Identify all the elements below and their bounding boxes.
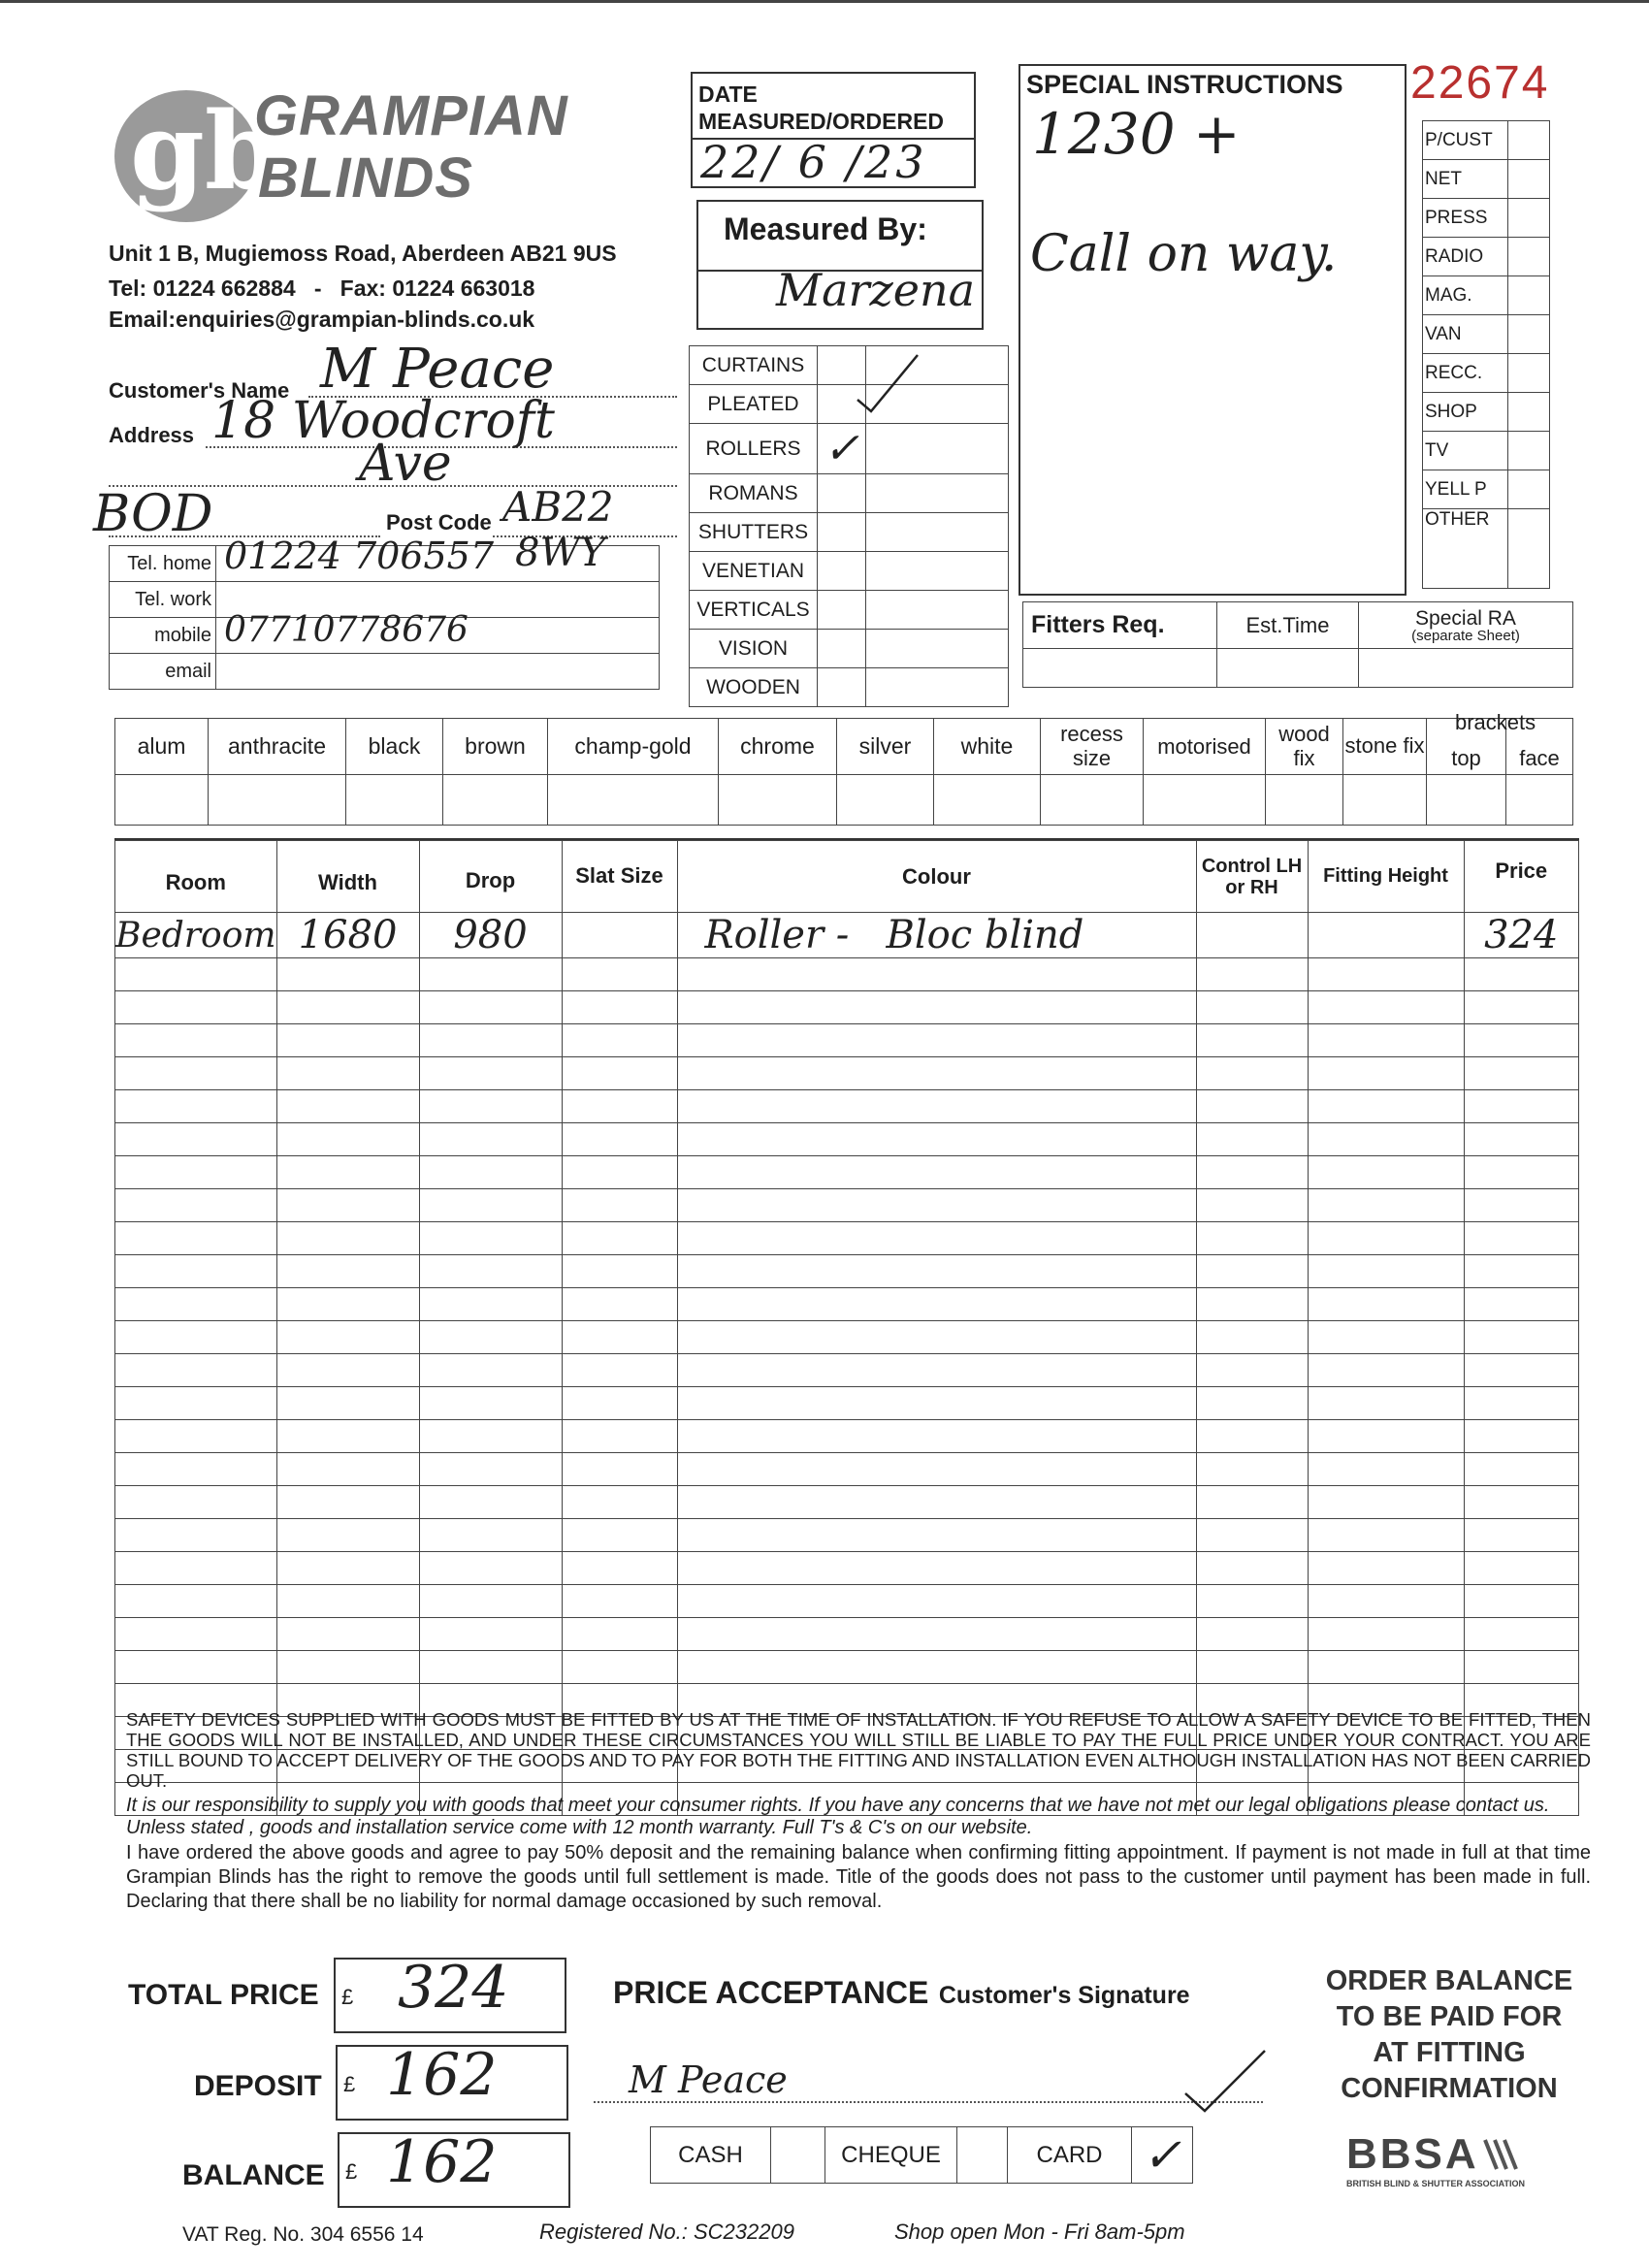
- company-phone-fax: Tel: 01224 662884 - Fax: 01224 663018: [109, 275, 535, 301]
- blind-type-verticals-mark[interactable]: [818, 591, 866, 630]
- blind-type-venetian-mark[interactable]: [818, 552, 866, 591]
- option-alum-value[interactable]: [115, 775, 209, 826]
- date-label-2: MEASURED/ORDERED: [698, 109, 945, 134]
- company-name-line1: GRAMPIAN: [254, 84, 568, 147]
- bbsa-logo: [1346, 2130, 1579, 2188]
- customer-name-label: Customer's Name: [109, 378, 290, 403]
- price-acceptance-title: PRICE ACCEPTANCE: [613, 1975, 929, 2010]
- blind-type-vision-mark[interactable]: [818, 630, 866, 668]
- payment-cash[interactable]: CASH: [651, 2127, 771, 2184]
- blind-type-rollers-mark[interactable]: ✓: [818, 424, 866, 474]
- vat-number: VAT Reg. No. 304 6556 14: [182, 2223, 424, 2246]
- company-email: Email:enquiries@grampian-blinds.co.uk: [109, 307, 535, 332]
- balance-value[interactable]: 162: [386, 2128, 498, 2196]
- top-rule: [0, 0, 1649, 3]
- col-fitting-height: Fitting Height: [1308, 841, 1464, 913]
- mobile-label: mobile: [110, 618, 216, 654]
- blind-type-venetian: VENETIAN: [690, 552, 818, 591]
- order-row[interactable]: [115, 1156, 1579, 1189]
- special-ra-value[interactable]: [1359, 649, 1573, 688]
- option-recess-size-value[interactable]: [1041, 775, 1144, 826]
- order-row[interactable]: [115, 1222, 1579, 1255]
- source-shop-mark[interactable]: [1508, 393, 1550, 432]
- signature-line: [594, 2101, 1263, 2103]
- company-address: Unit 1 B, Mugiemoss Road, Aberdeen AB21 9US: [109, 241, 617, 266]
- tel-home-label: Tel. home: [110, 546, 216, 582]
- blind-type-pleated: PLEATED: [690, 385, 818, 424]
- payment-cheque[interactable]: CHEQUE: [825, 2127, 957, 2184]
- order-balance-line1: ORDER BALANCE: [1325, 1965, 1573, 1996]
- terms-normal: I have ordered the above goods and agree to pay 50% deposit and the remaining balance when confirming fitting appointment. If payment is not made in full at that time Grampian Blinds has the right to remove the goods until full settlement is made. Title of the goods does not pass to the customer until payment has been made in full. Declaring that there shall be no liability for normal damage occasioned by such removal.: [126, 1842, 1591, 1912]
- order-balance-line2: TO BE PAID FOR: [1336, 2001, 1563, 2032]
- order-row[interactable]: [115, 1651, 1579, 1684]
- source-recc: RECC.: [1423, 354, 1508, 393]
- order-row[interactable]: [115, 1024, 1579, 1057]
- source-radio-mark[interactable]: [1508, 238, 1550, 276]
- special-instructions-line1[interactable]: 1230 +: [1032, 101, 1241, 167]
- special-ra-label: Special RA: [1415, 606, 1516, 630]
- blind-type-wooden: WOODEN: [690, 668, 818, 707]
- order-number: 22674: [1410, 57, 1550, 109]
- registered-number: Registered No.: SC232209: [539, 2219, 794, 2244]
- measured-by-label: Measured By:: [724, 211, 927, 246]
- blind-type-wooden-mark[interactable]: [818, 668, 866, 707]
- address-label: Address: [109, 423, 195, 447]
- source-tv-mark[interactable]: [1508, 432, 1550, 470]
- date-value[interactable]: 22/ 6 /23: [700, 136, 927, 188]
- blind-type-verticals-extra[interactable]: [866, 591, 1009, 630]
- source-van-mark[interactable]: [1508, 315, 1550, 354]
- total-currency: £: [341, 1985, 354, 2009]
- blind-type-wooden-extra[interactable]: [866, 668, 1009, 707]
- contact-table: [109, 531, 660, 690]
- order-row[interactable]: [115, 1123, 1579, 1156]
- balance-label: BALANCE: [182, 2159, 325, 2191]
- option-anthracite: anthracite: [209, 719, 346, 775]
- source-net-mark[interactable]: [1508, 160, 1550, 199]
- pleated-tick-icon: [854, 351, 922, 413]
- col-width: Width: [276, 841, 419, 913]
- source-mag: MAG.: [1423, 276, 1508, 315]
- source-recc-mark[interactable]: [1508, 354, 1550, 393]
- option-brown-value[interactable]: [443, 775, 548, 826]
- fitters-req-value[interactable]: [1023, 649, 1217, 688]
- logo-mark: [109, 83, 279, 229]
- col-price: Price: [1464, 841, 1579, 913]
- blind-type-rollers-extra[interactable]: [866, 424, 1009, 474]
- source-yellp-mark[interactable]: [1508, 470, 1550, 509]
- option-wood-fix: wood fix: [1266, 719, 1343, 775]
- option-silver-value[interactable]: [837, 775, 934, 826]
- special-instructions-line2[interactable]: Call on way.: [1030, 225, 1338, 283]
- option-champ-gold-value[interactable]: [548, 775, 719, 826]
- special-ra-cell: [1359, 602, 1573, 649]
- signature-tick-icon: [1181, 2047, 1269, 2115]
- option-wood-fix-value[interactable]: [1266, 775, 1343, 826]
- blind-type-venetian-extra[interactable]: [866, 552, 1009, 591]
- email-field[interactable]: [216, 654, 660, 690]
- source-other-mark[interactable]: [1508, 509, 1550, 589]
- order-row[interactable]: [115, 1585, 1579, 1618]
- source-list-table: [1422, 120, 1550, 589]
- order-balance-notice: [1284, 1963, 1614, 2107]
- option-motorised: motorised: [1144, 719, 1266, 775]
- fitters-table: [1022, 601, 1573, 688]
- col-control: Control LH or RH: [1196, 841, 1308, 913]
- mobile-value: 07710778676: [224, 610, 469, 650]
- source-press-mark[interactable]: [1508, 199, 1550, 238]
- deposit-label: DEPOSIT: [194, 2070, 322, 2102]
- order-row[interactable]: [115, 1387, 1579, 1420]
- source-yellp: YELL P: [1423, 470, 1508, 509]
- order-row[interactable]: [115, 1288, 1579, 1321]
- col-slat-size: Slat Size: [562, 841, 677, 913]
- payment-cash-box[interactable]: [771, 2127, 825, 2184]
- option-black: black: [346, 719, 443, 775]
- address-value-line3[interactable]: BOD: [93, 485, 213, 543]
- order-row[interactable]: [115, 958, 1579, 991]
- blind-type-rollers: ROLLERS: [690, 424, 818, 474]
- order-row[interactable]: [115, 1519, 1579, 1552]
- option-stone-fix: stone fix: [1343, 719, 1427, 775]
- fitters-req-label: Fitters Req.: [1023, 602, 1217, 649]
- col-room: Room: [115, 841, 277, 913]
- order-row[interactable]: [115, 1321, 1579, 1354]
- source-radio: RADIO: [1423, 238, 1508, 276]
- deposit-currency: £: [343, 2072, 356, 2096]
- terms-italic: It is our responsibility to supply you with goods that meet your consumer rights. If you have any concerns that we have not met our legal obligations please contact us. Unless stated , goods and installation service come with 12 month warranty. Full T's & C's on our website.: [126, 1795, 1550, 1838]
- option-stone-fix-value[interactable]: [1343, 775, 1427, 826]
- order-row[interactable]: [115, 1453, 1579, 1486]
- col-colour: Colour: [677, 841, 1196, 913]
- payment-cheque-box[interactable]: [957, 2127, 1008, 2184]
- order-balance-line3: AT FITTING: [1373, 2037, 1526, 2068]
- total-price-value[interactable]: 324: [398, 1954, 509, 2022]
- payment-card-mark[interactable]: ✓: [1132, 2127, 1193, 2184]
- order-row[interactable]: [115, 991, 1579, 1024]
- source-other: OTHER: [1423, 509, 1508, 589]
- col-drop: Drop: [419, 841, 562, 913]
- blind-type-verticals: VERTICALS: [690, 591, 818, 630]
- source-pcust-mark[interactable]: [1508, 121, 1550, 160]
- option-chrome-value[interactable]: [719, 775, 837, 826]
- row1-price[interactable]: 324: [1464, 913, 1579, 958]
- option-brackets-label: brackets: [1455, 710, 1536, 734]
- option-black-value[interactable]: [346, 775, 443, 826]
- order-row[interactable]: [115, 1618, 1579, 1651]
- payment-card[interactable]: CARD: [1008, 2127, 1132, 2184]
- option-champ-gold: champ-gold: [548, 719, 719, 775]
- price-acceptance-sub: Customer's Signature: [938, 1982, 1190, 2009]
- source-net: NET: [1423, 160, 1508, 199]
- source-mag-mark[interactable]: [1508, 276, 1550, 315]
- tel-work-label: Tel. work: [110, 582, 216, 618]
- balance-currency: £: [345, 2159, 358, 2184]
- blind-type-shutters-mark[interactable]: [818, 513, 866, 552]
- option-white-value[interactable]: [934, 775, 1041, 826]
- postcode-label: Post Code: [386, 510, 492, 535]
- row1-slat-size[interactable]: [562, 913, 677, 958]
- blind-type-romans-extra[interactable]: [866, 474, 1009, 513]
- row1-drop[interactable]: 980: [419, 913, 562, 958]
- option-motorised-value[interactable]: [1144, 775, 1266, 826]
- order-row[interactable]: [115, 1057, 1579, 1090]
- option-recess-size: recess size: [1041, 719, 1144, 775]
- option-anthracite-value[interactable]: [209, 775, 346, 826]
- blind-types-table: [689, 345, 1009, 707]
- row1-colour[interactable]: Roller - Bloc blind: [677, 913, 1196, 958]
- total-price-label: TOTAL PRICE: [128, 1979, 319, 2011]
- row1-room[interactable]: Bedroom: [115, 913, 277, 958]
- bbsa-stripes-icon: [1483, 2138, 1522, 2171]
- address-value-line1[interactable]: 18 Woodcroft: [211, 392, 555, 450]
- order-row[interactable]: [115, 1420, 1579, 1453]
- source-pcust: P/CUST: [1423, 121, 1508, 160]
- option-bracket-face-value[interactable]: [1506, 775, 1573, 826]
- option-alum: alum: [115, 719, 209, 775]
- price-acceptance-label: [613, 1975, 1190, 2011]
- email-label: email: [110, 654, 216, 690]
- date-label-1: DATE: [698, 81, 758, 107]
- logo-monogram: gb: [130, 88, 279, 213]
- customer-name-value[interactable]: M Peace: [320, 338, 555, 401]
- row1-fitting-height[interactable]: [1308, 913, 1464, 958]
- est-time-label: Est.Time: [1217, 602, 1359, 649]
- row1-width[interactable]: 1680: [276, 913, 419, 958]
- option-white: white: [934, 719, 1041, 775]
- order-row[interactable]: [115, 1090, 1579, 1123]
- blind-type-romans-mark[interactable]: [818, 474, 866, 513]
- deposit-value[interactable]: 162: [386, 2041, 498, 2109]
- shop-hours: Shop open Mon - Fri 8am-5pm: [894, 2219, 1185, 2244]
- order-row[interactable]: [115, 1255, 1579, 1288]
- customer-signature[interactable]: M Peace: [629, 2058, 788, 2101]
- option-bracket-top: top: [1427, 719, 1506, 775]
- blind-type-vision: VISION: [690, 630, 818, 668]
- company-name-line2: BLINDS: [258, 146, 473, 210]
- option-chrome: chrome: [719, 719, 837, 775]
- special-instructions-label: SPECIAL INSTRUCTIONS: [1026, 70, 1343, 99]
- bbsa-subtext: BRITISH BLIND & SHUTTER ASSOCIATION: [1346, 2179, 1525, 2188]
- postcode-value[interactable]: AB22: [502, 483, 614, 531]
- mobile-field[interactable]: [216, 610, 660, 654]
- blind-type-vision-extra[interactable]: [866, 630, 1009, 668]
- measured-by-value[interactable]: Marzena: [776, 264, 976, 316]
- source-press: PRESS: [1423, 199, 1508, 238]
- blind-type-curtains: CURTAINS: [690, 346, 818, 385]
- source-tv: TV: [1423, 432, 1508, 470]
- option-bracket-top-value[interactable]: [1427, 775, 1506, 826]
- order-row[interactable]: [115, 1354, 1579, 1387]
- payment-table: [650, 2126, 1193, 2184]
- address-value-line2[interactable]: Ave: [359, 435, 452, 493]
- row1-control[interactable]: [1196, 913, 1308, 958]
- tel-home-field[interactable]: [216, 531, 660, 582]
- option-silver: silver: [837, 719, 934, 775]
- bbsa-logo-text: BBSA: [1346, 2130, 1479, 2178]
- order-row[interactable]: [115, 1189, 1579, 1222]
- terms-caps: SAFETY DEVICES SUPPLIED WITH GOODS MUST BE FITTED BY US AT THE TIME OF INSTALLATION. IF YOU REFUSE TO ALLOW A SAFETY DEVICE TO BE FITTED, THEN THE GOODS WILL NOT BE INSTALLED, AND UNDER THESE CIRCUMSTANCES YOU WILL STILL BE LIABLE TO PAY THE FULL PRICE UNDER YOUR CONTRACT. YOU ARE STILL BOUND TO ACCEPT DELIVERY OF THE GOODS AND TO PAY FOR BOTH THE FITTING AND INSTALLATION EVEN ALTHOUGH INSTALLATION HAS NOT BEEN CARRIED OUT.: [126, 1709, 1591, 1791]
- order-balance-line4: CONFIRMATION: [1341, 2073, 1558, 2104]
- blind-type-romans: ROMANS: [690, 474, 818, 513]
- order-row[interactable]: [115, 1552, 1579, 1585]
- postcode-suffix: 8WY: [515, 531, 605, 575]
- option-bracket-face: face: [1506, 719, 1573, 775]
- blind-type-shutters-extra[interactable]: [866, 513, 1009, 552]
- company-logo: [109, 83, 279, 229]
- source-shop: SHOP: [1423, 393, 1508, 432]
- order-row[interactable]: [115, 1486, 1579, 1519]
- tel-home-value: 01224 706557: [224, 535, 495, 577]
- order-table: [114, 840, 1579, 1816]
- special-ra-sub: (separate Sheet): [1411, 627, 1520, 644]
- options-table: [114, 718, 1573, 826]
- blind-type-shutters: SHUTTERS: [690, 513, 818, 552]
- option-brown: brown: [443, 719, 548, 775]
- order-row[interactable]: [115, 913, 1579, 958]
- est-time-value[interactable]: [1217, 649, 1359, 688]
- source-van: VAN: [1423, 315, 1508, 354]
